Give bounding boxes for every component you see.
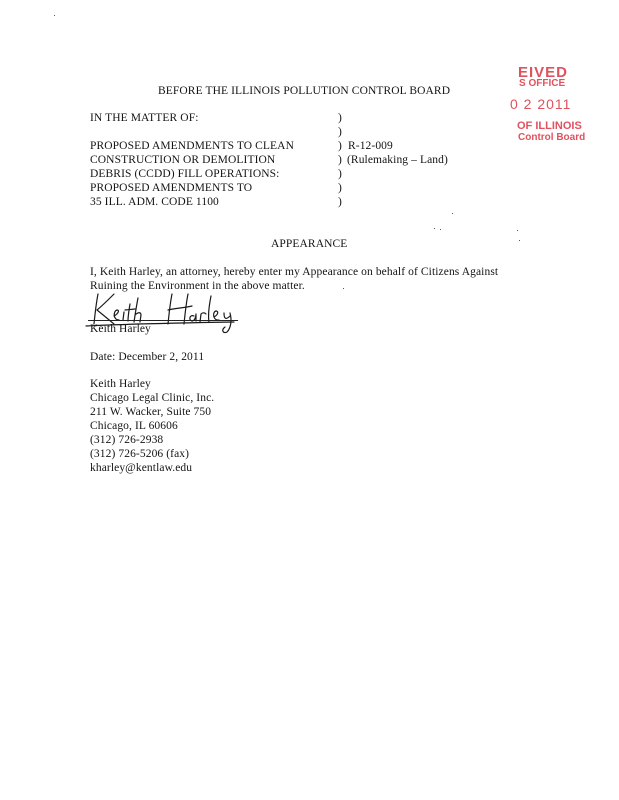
caption-line-2: CONSTRUCTION OR DEMOLITION: [90, 154, 276, 166]
contact-address-city: Chicago, IL 60606: [90, 420, 178, 432]
scan-speck: [519, 240, 520, 241]
caption-line-1: PROPOSED AMENDMENTS TO CLEAN: [90, 140, 294, 152]
docket-type: (Rulemaking – Land): [347, 154, 448, 166]
caption-bracket: ): [338, 126, 342, 138]
contact-organization: Chicago Legal Clinic, Inc.: [90, 392, 215, 404]
appearance-title: APPEARANCE: [271, 238, 348, 250]
received-stamp-date: 0 2 2011: [510, 96, 572, 112]
appearance-body-line-2: Ruining the Environment in the above matter.: [90, 280, 305, 292]
contact-email: kharley@kentlaw.edu: [90, 462, 193, 474]
document-heading: BEFORE THE ILLINOIS POLLUTION CONTROL BOARD: [158, 85, 451, 97]
caption-bracket: ): [338, 168, 342, 180]
received-stamp-line-1: EIVED: [518, 64, 569, 81]
caption-bracket: ): [338, 182, 342, 194]
received-stamp-line-2: S OFFICE: [519, 78, 566, 89]
caption-bracket: ): [338, 140, 342, 152]
document-date: Date: December 2, 2011: [90, 351, 205, 363]
received-stamp-line-5: Control Board: [518, 132, 586, 143]
scan-speck: [452, 213, 453, 214]
caption-line-3: DEBRIS (CCDD) FILL OPERATIONS:: [90, 168, 280, 180]
contact-address-street: 211 W. Wacker, Suite 750: [90, 406, 212, 418]
caption-line-5: 35 ILL. ADM. CODE 1100: [90, 196, 219, 208]
matter-label: IN THE MATTER OF:: [90, 112, 199, 124]
docket-number: R-12-009: [348, 140, 393, 152]
signature-line: [88, 320, 238, 321]
appearance-body-line-1: I, Keith Harley, an attorney, hereby enter my Appearance on behalf of Citizens Against: [90, 266, 499, 278]
contact-name: Keith Harley: [90, 378, 151, 390]
received-stamp-line-4: OF ILLINOIS: [517, 120, 582, 132]
caption-bracket: ): [338, 112, 342, 124]
signatory-name: Keith Harley: [90, 323, 151, 335]
scan-speck: [517, 230, 518, 231]
contact-fax: (312) 726-5206 (fax): [90, 448, 190, 460]
caption-bracket: ): [338, 196, 342, 208]
scan-speck: [440, 229, 441, 230]
scan-speck: [343, 288, 344, 289]
contact-phone: (312) 726-2938: [90, 434, 164, 446]
scan-speck: [54, 15, 55, 16]
scan-speck: [434, 228, 435, 229]
caption-line-4: PROPOSED AMENDMENTS TO: [90, 182, 253, 194]
caption-bracket: ): [338, 154, 342, 166]
